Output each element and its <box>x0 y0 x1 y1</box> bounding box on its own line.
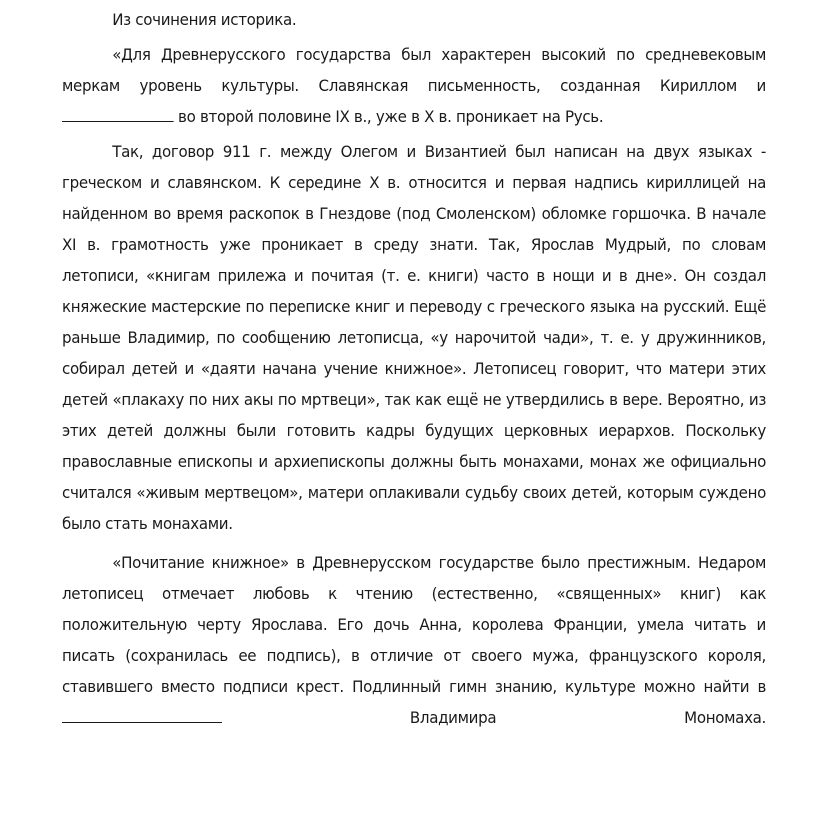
paragraph-1 <box>62 39 766 132</box>
document-heading: Из сочинения историка. <box>112 10 297 29</box>
paragraph-3-text-before-blank: «Почитание книжное» в Древнерусском государстве было престижным. Недаром летописец отмечает любовь к чтению (естественно, «священных» книг) как положительную черту Ярослава. Его дочь Анна, королева Франции, умела читать и писать (сохранилась ее подпись), в отличие от своего мужа, французского короля, ставившего вместо подписи крест. Подлинный гимн знанию, культуре можно найти в <box>62 553 767 696</box>
document-page <box>62 4 766 733</box>
paragraph-1-text-after-blank: во второй половине IX в., уже в X в. проникает на Русь. <box>173 107 604 126</box>
paragraph-1-text-before-blank: «Для Древнерусского государства был характерен высокий по средневековым меркам уровень культуры. Славянская письменность, созданная Кириллом и <box>62 45 767 95</box>
fill-in-blank-1[interactable] <box>62 107 174 122</box>
paragraph-3 <box>62 547 766 733</box>
paragraph-2: Так, договор 911 г. между Олегом и Византией был написан на двух языках - греческом и славянском. К середине X в. относится и первая надпись кириллицей на найденном во время раскопок в Гнездове (под Смоленском) обломке горшочка. В начале XI в. грамотность уже проникает в среду знати. Так, Ярослав Мудрый, по словам летописи, «книгам прилежа и почитая (т. е. книги) часто в нощи и в дне». Он создал княжеские мастерские по переписке книг и переводу с греческого языка на русский. Ещё раньше Владимир, по сообщению летописца, «у нарочитой чади», т. е. у дружинников, собирал детей и «даяти начана учение книжное». Летописец говорит, что матери этих детей «плакаху по них акы по мртвеци», так как ещё не утвердились в вере. Вероятно, из этих детей должны были готовить кадры будущих церковных иерархов. Поскольку православные епископы и архиепископы должны быть монахами, монах же официально считался «живым мертвецом», матери оплакивали судьбу своих детей, которым суждено было стать монахами. <box>62 142 767 533</box>
paragraph-3-text-after-blank: Владимира Мономаха. <box>221 708 767 727</box>
fill-in-blank-2[interactable] <box>62 708 222 723</box>
